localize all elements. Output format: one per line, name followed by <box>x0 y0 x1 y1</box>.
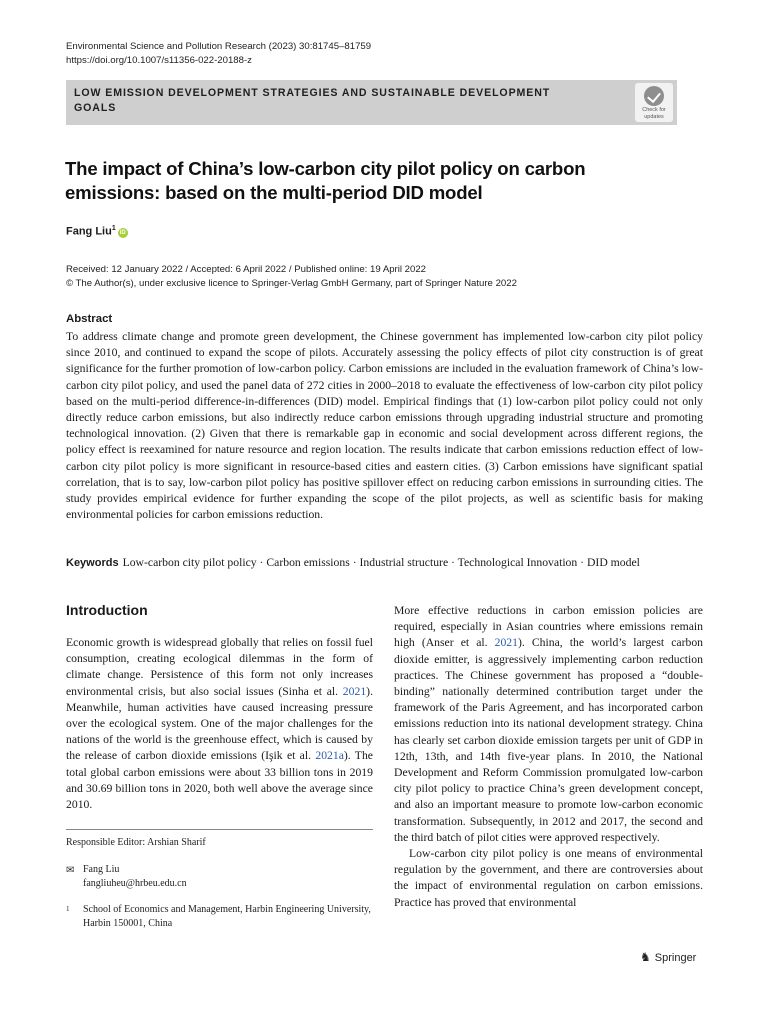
text-run: ). China, the world’s largest carbon dioxide emitter, is aggressively implementing carbon reduction practices. The Chinese government has proposed a “double-binding” nationally determined contribution target under the framework of the Paris Agreement, and has incorporated carbon emissions reduction into its national development strategy. China has clearly set carbon dioxide emission targets per unit of GDP in 12th, 13th, and 14th five-year plans. In 2010, the National Development and Reform Commission promulgated low-carbon city pilot policy to practice China’s green development concept, and also an important measure to promote low-carbon economic transformation. Subsequently, in 2012 and 2017, the second and the third batch of pilot cities were approved respectively. <box>394 636 704 844</box>
section-banner <box>66 80 677 125</box>
contact-name: Fang Liu <box>83 864 120 875</box>
copyright-notice: © The Author(s), under exclusive licence to Springer-Verlag GmbH Germany, part of Springer Nature 2022 <box>66 278 517 289</box>
citation-link[interactable]: 2021a <box>315 749 344 763</box>
corresponding-author <box>83 863 187 891</box>
abstract-text: To address climate change and promote green development, the Chinese government has implemented low-carbon city pilot policy since 2010, and continued to expand the scope of pilots. Accurately assessing the policy effects of pilot city construction is of great significance for the further promotion of low-carbon policy. Carbon emissions are included in the evaluation framework of China’s low-carbon city pilot policy, and used the panel data of 272 cities in 2000–2018 to evaluate the effectiveness of low-carbon city pilot policy based on the multi-period difference-in-differences (DID) model. Empirical findings that (1) low-carbon pilot policy could not only directly reduce carbon emissions, but also indirectly reduce carbon emissions through upgrading industrial structure and promoting technological innovation. (2) Given that there is remarkable gap in economic and social development across different regions, the policy effect is reexamined for nature resource and region location. The results indicate that carbon emissions reduction effect of low-carbon city pilot policy is more significant in resource-based cities and eastern cities. (3) Carbon emissions have significant spatial correlation, that is to say, low-carbon pilot policy has positive spillover effect on reducing carbon emissions in surrounding cities. The study provides empirical evidence for further expanding the scope of the pilot projects, as well as scientific basis for making environmental policies for carbon emissions reduction. <box>66 330 704 522</box>
doi-link[interactable]: https://doi.org/10.1007/s11356-022-20188-z <box>66 55 252 66</box>
responsible-editor: Responsible Editor: Arshian Sharif <box>66 837 206 848</box>
text-run: ). Meanwhile, human activities have caused increasing pressure over the ecological system. One of the major challenges for the nations of the world is the greenhouse effect, which is caused by the release of carbon dioxide emissions (Işik et al. <box>66 684 373 763</box>
right-column <box>394 603 703 911</box>
author-affil-sup: 1 <box>111 225 116 232</box>
check-for-updates-badge[interactable] <box>635 83 673 122</box>
keywords-label: Keywords <box>66 557 119 569</box>
contact-email[interactable]: fangliuheu@hrbeu.edu.cn <box>83 878 187 889</box>
footnote-divider <box>66 829 373 830</box>
springer-horse-icon: ♞ <box>640 950 651 964</box>
author-line <box>66 225 128 238</box>
affiliation-number: 1 <box>66 905 70 913</box>
abstract-heading: Abstract <box>66 313 113 325</box>
article-dates-block <box>66 263 517 291</box>
author-name[interactable]: Fang Liu <box>66 225 112 238</box>
intro-paragraph-1 <box>66 635 373 813</box>
orcid-icon[interactable]: iD <box>119 229 126 236</box>
intro-paragraph-2: Low-carbon city pilot policy is one means of environmental regulation by the government, and there are controversies about the impact of environmental regulation on carbon emissions. Practice has proved that environmental <box>394 847 703 909</box>
check-updates-label-2: updates <box>644 113 664 120</box>
keywords-line <box>66 556 706 569</box>
text-run: More effective reductions in carbon emission policies are required, especially in Asian countries where emissions remain high (Anser et al. <box>394 604 703 650</box>
intro-paragraph-continued <box>394 603 703 846</box>
section-title: LOW EMISSION DEVELOPMENT STRATEGIES AND SUSTAINABLE DEVELOPMENT GOALS <box>74 87 551 114</box>
left-column <box>66 635 373 813</box>
check-updates-label-1: Check for <box>642 107 666 113</box>
citation-link[interactable]: 2021 <box>494 636 518 650</box>
article-title: The impact of China’s low-carbon city pilot policy on carbon emissions: based on the multi-period DID model <box>65 158 586 203</box>
publisher-name: Springer <box>654 952 697 964</box>
keywords-list: Low-carbon city pilot policy · Carbon emissions · Industrial structure · Technological Innovation · DID model <box>122 556 640 569</box>
affiliation: School of Economics and Management, Harbin Engineering University, Harbin 150001, China <box>83 904 371 929</box>
publication-dates: Received: 12 January 2022 / Accepted: 6 April 2022 / Published online: 19 April 2022 <box>66 264 427 275</box>
journal-citation: Environmental Science and Pollution Research (2023) 30:81745–81759 <box>66 41 372 52</box>
text-run: ). The total global carbon emissions were about 33 billion tons in 2019 and 30.69 billion tons in 2020, both well above the average since 2010. <box>66 749 373 812</box>
citation-link[interactable]: 2021 <box>342 684 367 698</box>
introduction-heading: Introduction <box>66 602 148 618</box>
envelope-icon: ✉ <box>66 865 75 876</box>
springer-logo <box>640 950 696 964</box>
text-run: Economic growth is widespread globally that relies on fossil fuel consumption, creating ecological dilemmas in the form of climate change. Persistence of this form not only increases environmental crisis, but also social issues (Sinha et al. <box>66 636 373 698</box>
check-updates-icon <box>644 86 664 106</box>
